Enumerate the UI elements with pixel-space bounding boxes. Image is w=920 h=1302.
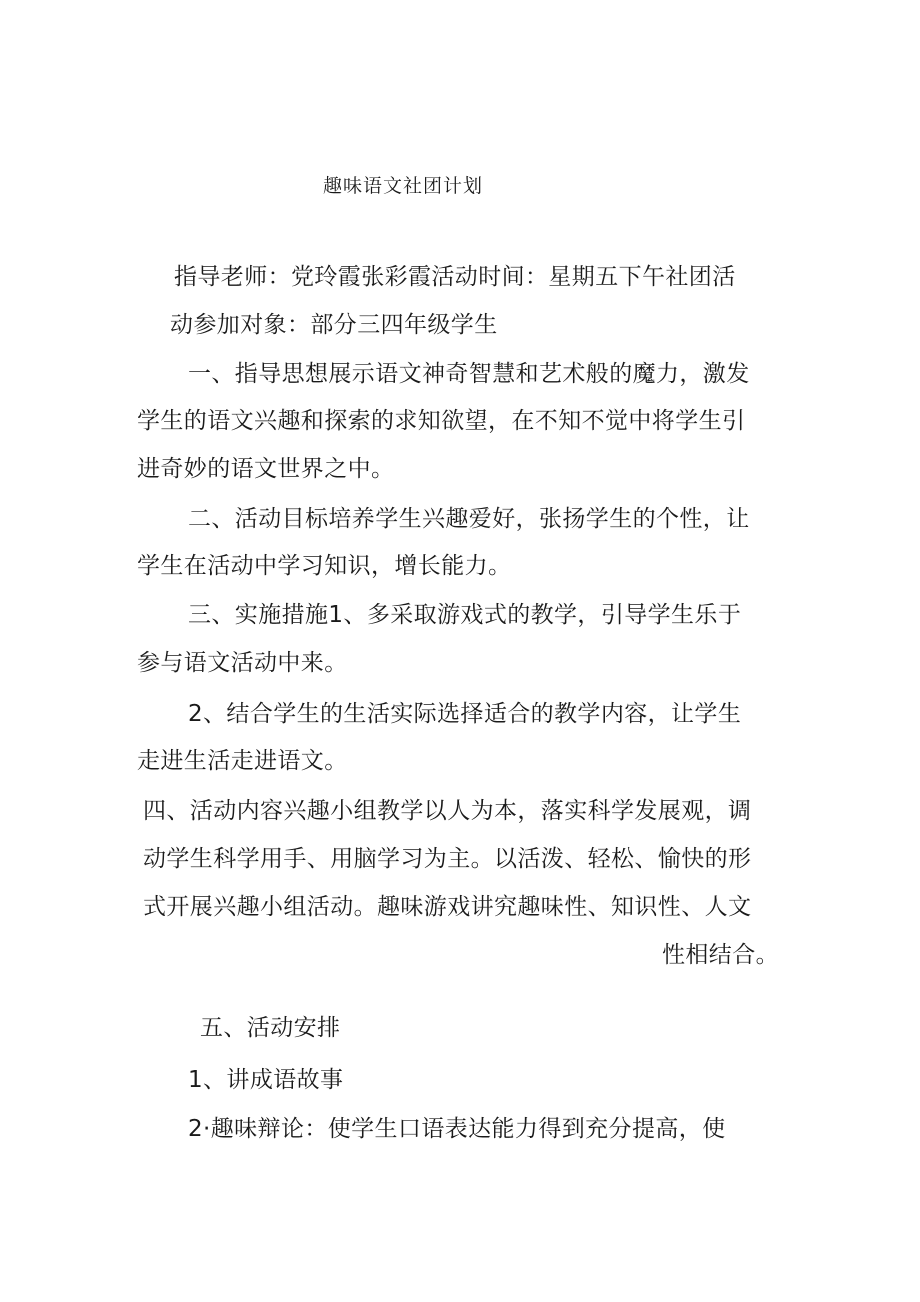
text-line: 二、活动目标培养学生兴趣爱好，张扬学生的个性，让 <box>188 506 750 532</box>
text-line: 学生的语文兴趣和探索的求知欲望，在不知不觉中将学生引 <box>137 408 746 434</box>
text-line: 四、活动内容兴趣小组教学以人为本，落实科学发展观，调 <box>143 798 752 824</box>
text-line: 一、指导思想展示语文神奇智慧和艺术般的魔力，激发 <box>188 361 750 387</box>
text-line: 三、实施措施1、多采取游戏式的教学，引导学生乐于 <box>188 602 742 628</box>
list-item: 2·趣味辩论：使学生口语表达能力得到充分提高，使 <box>188 1116 726 1142</box>
list-item: 1、讲成语故事 <box>188 1067 344 1093</box>
text-line: 参与语文活动中来。 <box>137 650 348 676</box>
section-heading: 五、活动安排 <box>200 1015 341 1041</box>
text-line: 式开展兴趣小组活动。趣味游戏讲究趣味性、知识性、人文 <box>143 894 752 920</box>
text-line: 性相结合。 <box>662 942 779 968</box>
text-line: 动学生科学用手、用脑学习为主。以活泼、轻松、愉快的形 <box>143 846 752 872</box>
text-line: 2、结合学生的生活实际选择适合的教学内容，让学生 <box>188 701 742 727</box>
text-line: 走进生活走进语文。 <box>137 748 348 774</box>
text-line: 学生在活动中学习知识，增长能力。 <box>137 553 512 579</box>
text-line: 指导老师：党玲霞张彩霞活动时间：星期五下午社团活 <box>174 264 736 290</box>
text-line: 动参加对象：部分三四年级学生 <box>170 312 498 338</box>
text-line: 进奇妙的语文世界之中。 <box>137 456 395 482</box>
document-title: 趣味语文社团计划 <box>323 175 484 197</box>
